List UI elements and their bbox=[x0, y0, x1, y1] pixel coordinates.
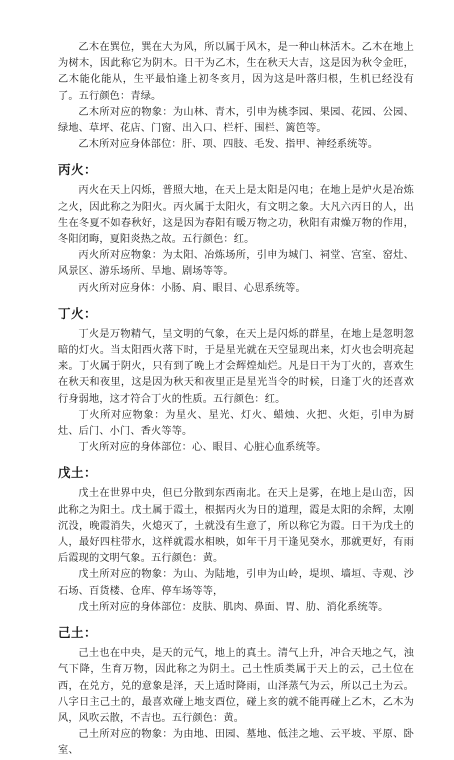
paragraph: 丁火所对应物象：为星火、星光、灯火、蜡烛、火把、火炬，引申为厨灶、后门、小门、香火等等。 bbox=[58, 409, 414, 438]
section-heading: 己土： bbox=[58, 625, 98, 641]
section-heading: 丁火： bbox=[58, 305, 98, 321]
section-yi-wood bbox=[58, 40, 414, 153]
section-ji-earth bbox=[58, 624, 414, 759]
section-bing-fire bbox=[58, 161, 414, 296]
paragraph: 丙火在天上闪烁，普照大地，在天上是太阳是闪电；在地上是炉火是冶炼之火，因此称之为阳火。丙火属于太阳火，有文明之象。大凡六丙日的人，出生在冬夏不如春秋好，这是因为春阳有暖万物之功，秋阳有肃燥万物的作用，冬阳闭晦，夏阳炎热之故。五行颜色：红。 bbox=[58, 185, 414, 246]
paragraph: 乙木在巽位，巽在大为风，所以属于风木，是一种山林活木。乙木在地上为树木，因此称它为阴木。日干为乙木，生在秋天大吉，这是因为秋令金旺，乙木能化能从，生平最怕逢上初冬亥月，因为这是叶落归根，生机已经没有了。五行颜色：青绿。 bbox=[58, 42, 414, 102]
paragraph: 戊土所对应的物象：为山、为陆地，引申为山岭，堤坝、墙垣、寺观、沙石场、百货楼、仓库、停车场等等， bbox=[58, 569, 414, 597]
section-wu-earth bbox=[58, 464, 414, 616]
section-heading: 戊土： bbox=[58, 465, 98, 481]
paragraph: 丙火所对应物象：为太阳、冶炼场所，引申为城门、祠堂、宫室、窑灶、风景区、游乐场所、旱地、剧场等等。 bbox=[58, 250, 414, 278]
section-heading: 丙火： bbox=[58, 162, 98, 178]
paragraph: 戊土所对应的身体部位：皮肤、肌肉、鼻面、胃、肋、消化系统等。 bbox=[78, 601, 389, 613]
paragraph: 丙火所对应身体：小肠、肩、眼目、心思系统等。 bbox=[78, 282, 306, 294]
paragraph: 己土所对应的物象：为由地、田园、墓地、低洼之地、云平坡、平原、卧室、 bbox=[58, 729, 414, 757]
paragraph: 丁火所对应的身体部位：心、眼目、心脏心血系统等。 bbox=[78, 442, 327, 454]
paragraph: 己土也在中央，是天的元气，地上的真土。清气上升，冲合天地之气，浊气下降，生育万物，因此称之为阴土。己土性质类属于天上的云，己土位在西，在兑方，兑的意象是泽，天上适时降雨，山泽蒸气为云，所以己土为云。八字日主己土的，最喜欢碰上地支酉位，碰上亥的就不能再碰上乙木，乙木为风，风吹云散，不吉也。五行颜色：黄。 bbox=[58, 648, 414, 724]
paragraph: 戊土在世界中央，但已分散到东西南北。在天上是雾，在地上是山峦，因此称之为阳土。戊土属于霞土，根据丙火为日的道理，霞是太阳的余辉，太刚沉没，晚霞消失，火熄灭了，土就没有生意了，所以称它为霞。日干为戊土的人，最好四柱带水，这样就霞水相映，如年干月干逢见癸水，那就更好，有雨后霞现的文明气象。五行颜色：黄。 bbox=[58, 488, 414, 565]
paragraph: 乙木所对应的物象：为山林、青木，引申为桃李园、果园、花园、公园、绿地、草坪、花店、门窗、出入口、栏杆、围栏、篱笆等。 bbox=[58, 106, 414, 135]
section-ding-fire bbox=[58, 305, 414, 457]
paragraph: 丁火是万物精气，呈文明的气象，在天上是闪烁的群星，在地上是忽明忽暗的灯火。当太阳西火落下时，于是星光就在天空显现出来，灯火也会明亮起来。丁火属于阴火，只有到了晚上才会辉煌灿烂。凡是日干为丁火的，喜欢生在秋天和夜里，这是因为秋天和夜里正是星光当令的时候，日逢丁火的还喜欢行身弱地，这才符合丁火的性质。五行颜色：红。 bbox=[58, 328, 414, 405]
paragraph: 乙木所对应身体部位：肝、项、四肢、毛发、指甲、神经系统等。 bbox=[78, 139, 379, 151]
